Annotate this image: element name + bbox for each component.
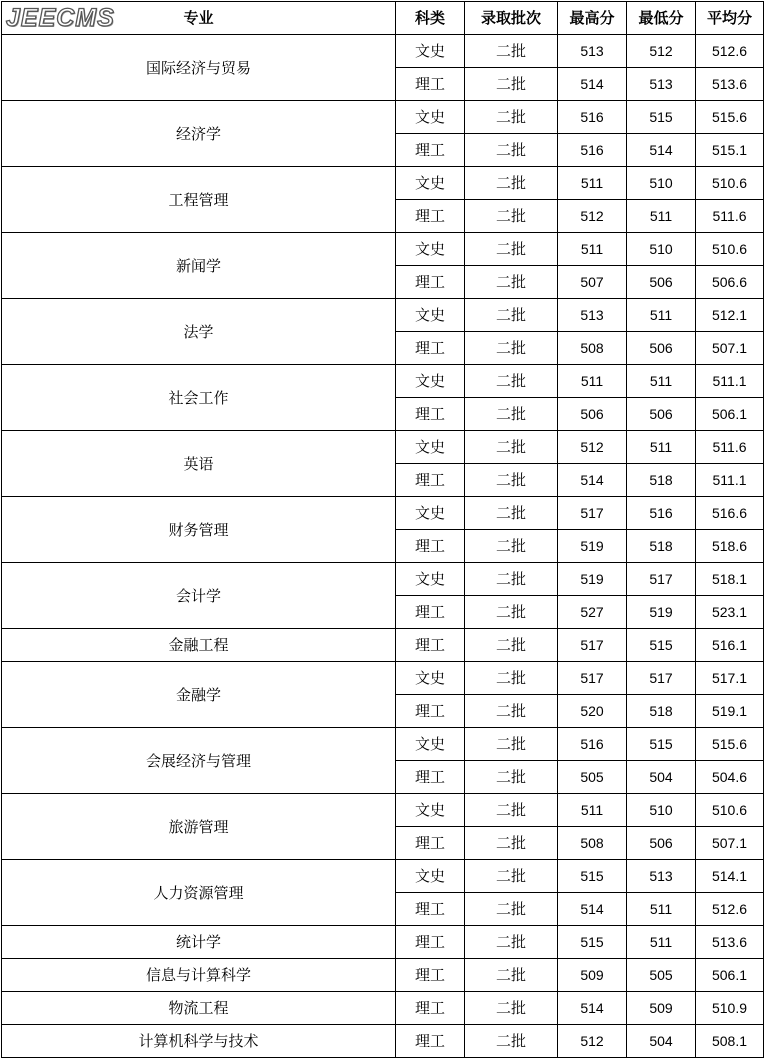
jeecms-logo: JEECMS bbox=[6, 4, 115, 32]
major-name: 英语 bbox=[2, 431, 396, 497]
avg-score-cell: 513.6 bbox=[696, 926, 764, 959]
subject-cell: 文史 bbox=[396, 860, 465, 893]
max-score-cell: 514 bbox=[558, 893, 627, 926]
table-row bbox=[2, 563, 764, 596]
subject-cell: 理工 bbox=[396, 530, 465, 563]
max-score-cell: 519 bbox=[558, 530, 627, 563]
avg-score-cell: 511.6 bbox=[696, 200, 764, 233]
batch-cell: 二批 bbox=[465, 68, 558, 101]
max-score-cell: 511 bbox=[558, 794, 627, 827]
subject-cell: 理工 bbox=[396, 398, 465, 431]
table-row bbox=[2, 299, 764, 332]
min-score-cell: 516 bbox=[627, 497, 696, 530]
avg-score-cell: 515.6 bbox=[696, 101, 764, 134]
max-score-cell: 519 bbox=[558, 563, 627, 596]
major-name: 金融工程 bbox=[2, 629, 396, 662]
batch-cell: 二批 bbox=[465, 596, 558, 629]
subject-cell: 理工 bbox=[396, 1025, 465, 1058]
max-score-cell: 508 bbox=[558, 827, 627, 860]
subject-cell: 文史 bbox=[396, 299, 465, 332]
max-score-cell: 507 bbox=[558, 266, 627, 299]
batch-cell: 二批 bbox=[465, 629, 558, 662]
subject-cell: 理工 bbox=[396, 332, 465, 365]
max-score-cell: 527 bbox=[558, 596, 627, 629]
min-score-cell: 506 bbox=[627, 332, 696, 365]
header-major-label: 专业 bbox=[183, 9, 214, 27]
subject-cell: 文史 bbox=[396, 233, 465, 266]
max-score-cell: 514 bbox=[558, 68, 627, 101]
batch-cell: 二批 bbox=[465, 365, 558, 398]
min-score-cell: 517 bbox=[627, 662, 696, 695]
subject-cell: 理工 bbox=[396, 695, 465, 728]
batch-cell: 二批 bbox=[465, 332, 558, 365]
subject-cell: 理工 bbox=[396, 893, 465, 926]
table-row bbox=[2, 794, 764, 827]
subject-cell: 理工 bbox=[396, 761, 465, 794]
major-name: 经济学 bbox=[2, 101, 396, 167]
max-score-cell: 516 bbox=[558, 134, 627, 167]
table-row bbox=[2, 431, 764, 464]
subject-cell: 理工 bbox=[396, 992, 465, 1025]
min-score-cell: 514 bbox=[627, 134, 696, 167]
batch-cell: 二批 bbox=[465, 299, 558, 332]
avg-score-cell: 517.1 bbox=[696, 662, 764, 695]
batch-cell: 二批 bbox=[465, 695, 558, 728]
avg-score-cell: 510.6 bbox=[696, 167, 764, 200]
max-score-cell: 512 bbox=[558, 431, 627, 464]
avg-score-cell: 511.6 bbox=[696, 431, 764, 464]
min-score-cell: 518 bbox=[627, 530, 696, 563]
batch-cell: 二批 bbox=[465, 794, 558, 827]
min-score-cell: 510 bbox=[627, 233, 696, 266]
batch-cell: 二批 bbox=[465, 926, 558, 959]
avg-score-cell: 506.6 bbox=[696, 266, 764, 299]
batch-cell: 二批 bbox=[465, 134, 558, 167]
table-row bbox=[2, 728, 764, 761]
batch-cell: 二批 bbox=[465, 464, 558, 497]
max-score-cell: 508 bbox=[558, 332, 627, 365]
major-name: 物流工程 bbox=[2, 992, 396, 1025]
min-score-cell: 518 bbox=[627, 464, 696, 497]
max-score-cell: 515 bbox=[558, 860, 627, 893]
subject-cell: 文史 bbox=[396, 728, 465, 761]
batch-cell: 二批 bbox=[465, 992, 558, 1025]
batch-cell: 二批 bbox=[465, 101, 558, 134]
min-score-cell: 510 bbox=[627, 167, 696, 200]
subject-cell: 理工 bbox=[396, 926, 465, 959]
avg-score-cell: 512.6 bbox=[696, 35, 764, 68]
header-row bbox=[2, 2, 764, 35]
header-avg-score: 平均分 bbox=[696, 2, 764, 35]
major-name: 国际经济与贸易 bbox=[2, 35, 396, 101]
avg-score-cell: 510.9 bbox=[696, 992, 764, 1025]
avg-score-cell: 514.1 bbox=[696, 860, 764, 893]
subject-cell: 文史 bbox=[396, 101, 465, 134]
table-row bbox=[2, 497, 764, 530]
major-name: 法学 bbox=[2, 299, 396, 365]
table-row bbox=[2, 35, 764, 68]
header-major bbox=[2, 2, 396, 35]
batch-cell: 二批 bbox=[465, 959, 558, 992]
min-score-cell: 515 bbox=[627, 629, 696, 662]
batch-cell: 二批 bbox=[465, 662, 558, 695]
batch-cell: 二批 bbox=[465, 860, 558, 893]
avg-score-cell: 523.1 bbox=[696, 596, 764, 629]
table-row bbox=[2, 101, 764, 134]
major-name: 人力资源管理 bbox=[2, 860, 396, 926]
min-score-cell: 505 bbox=[627, 959, 696, 992]
table-row bbox=[2, 629, 764, 662]
max-score-cell: 515 bbox=[558, 926, 627, 959]
min-score-cell: 511 bbox=[627, 365, 696, 398]
major-name: 计算机科学与技术 bbox=[2, 1025, 396, 1058]
avg-score-cell: 513.6 bbox=[696, 68, 764, 101]
max-score-cell: 513 bbox=[558, 299, 627, 332]
subject-cell: 理工 bbox=[396, 134, 465, 167]
avg-score-cell: 507.1 bbox=[696, 827, 764, 860]
avg-score-cell: 516.6 bbox=[696, 497, 764, 530]
min-score-cell: 515 bbox=[627, 101, 696, 134]
header-min-score: 最低分 bbox=[627, 2, 696, 35]
table-body bbox=[2, 35, 764, 1058]
min-score-cell: 511 bbox=[627, 926, 696, 959]
batch-cell: 二批 bbox=[465, 233, 558, 266]
major-name: 旅游管理 bbox=[2, 794, 396, 860]
min-score-cell: 511 bbox=[627, 431, 696, 464]
subject-cell: 理工 bbox=[396, 200, 465, 233]
min-score-cell: 504 bbox=[627, 761, 696, 794]
major-name: 新闻学 bbox=[2, 233, 396, 299]
subject-cell: 文史 bbox=[396, 497, 465, 530]
max-score-cell: 516 bbox=[558, 728, 627, 761]
max-score-cell: 509 bbox=[558, 959, 627, 992]
subject-cell: 理工 bbox=[396, 827, 465, 860]
max-score-cell: 511 bbox=[558, 365, 627, 398]
max-score-cell: 511 bbox=[558, 167, 627, 200]
avg-score-cell: 504.6 bbox=[696, 761, 764, 794]
major-name: 财务管理 bbox=[2, 497, 396, 563]
avg-score-cell: 506.1 bbox=[696, 959, 764, 992]
table-row bbox=[2, 365, 764, 398]
min-score-cell: 506 bbox=[627, 827, 696, 860]
max-score-cell: 517 bbox=[558, 629, 627, 662]
min-score-cell: 513 bbox=[627, 68, 696, 101]
min-score-cell: 510 bbox=[627, 794, 696, 827]
min-score-cell: 511 bbox=[627, 299, 696, 332]
avg-score-cell: 511.1 bbox=[696, 464, 764, 497]
major-name: 工程管理 bbox=[2, 167, 396, 233]
subject-cell: 理工 bbox=[396, 266, 465, 299]
batch-cell: 二批 bbox=[465, 893, 558, 926]
max-score-cell: 517 bbox=[558, 662, 627, 695]
max-score-cell: 506 bbox=[558, 398, 627, 431]
header-max-score: 最高分 bbox=[558, 2, 627, 35]
avg-score-cell: 519.1 bbox=[696, 695, 764, 728]
avg-score-cell: 512.1 bbox=[696, 299, 764, 332]
avg-score-cell: 506.1 bbox=[696, 398, 764, 431]
table-row bbox=[2, 860, 764, 893]
batch-cell: 二批 bbox=[465, 398, 558, 431]
subject-cell: 理工 bbox=[396, 959, 465, 992]
avg-score-cell: 511.1 bbox=[696, 365, 764, 398]
min-score-cell: 506 bbox=[627, 398, 696, 431]
max-score-cell: 517 bbox=[558, 497, 627, 530]
major-name: 金融学 bbox=[2, 662, 396, 728]
min-score-cell: 509 bbox=[627, 992, 696, 1025]
min-score-cell: 515 bbox=[627, 728, 696, 761]
admission-scores-table bbox=[1, 1, 764, 1058]
avg-score-cell: 516.1 bbox=[696, 629, 764, 662]
max-score-cell: 505 bbox=[558, 761, 627, 794]
subject-cell: 文史 bbox=[396, 35, 465, 68]
min-score-cell: 504 bbox=[627, 1025, 696, 1058]
max-score-cell: 516 bbox=[558, 101, 627, 134]
subject-cell: 文史 bbox=[396, 431, 465, 464]
batch-cell: 二批 bbox=[465, 167, 558, 200]
min-score-cell: 506 bbox=[627, 266, 696, 299]
max-score-cell: 514 bbox=[558, 992, 627, 1025]
avg-score-cell: 518.6 bbox=[696, 530, 764, 563]
batch-cell: 二批 bbox=[465, 266, 558, 299]
major-name: 信息与计算科学 bbox=[2, 959, 396, 992]
max-score-cell: 513 bbox=[558, 35, 627, 68]
major-name: 统计学 bbox=[2, 926, 396, 959]
subject-cell: 文史 bbox=[396, 662, 465, 695]
subject-cell: 理工 bbox=[396, 629, 465, 662]
avg-score-cell: 512.6 bbox=[696, 893, 764, 926]
avg-score-cell: 515.1 bbox=[696, 134, 764, 167]
avg-score-cell: 510.6 bbox=[696, 233, 764, 266]
batch-cell: 二批 bbox=[465, 827, 558, 860]
avg-score-cell: 507.1 bbox=[696, 332, 764, 365]
batch-cell: 二批 bbox=[465, 1025, 558, 1058]
header-subject: 科类 bbox=[396, 2, 465, 35]
min-score-cell: 517 bbox=[627, 563, 696, 596]
max-score-cell: 514 bbox=[558, 464, 627, 497]
min-score-cell: 519 bbox=[627, 596, 696, 629]
batch-cell: 二批 bbox=[465, 431, 558, 464]
batch-cell: 二批 bbox=[465, 35, 558, 68]
avg-score-cell: 515.6 bbox=[696, 728, 764, 761]
subject-cell: 文史 bbox=[396, 563, 465, 596]
max-score-cell: 520 bbox=[558, 695, 627, 728]
table-row bbox=[2, 959, 764, 992]
table-row bbox=[2, 233, 764, 266]
batch-cell: 二批 bbox=[465, 728, 558, 761]
avg-score-cell: 518.1 bbox=[696, 563, 764, 596]
max-score-cell: 512 bbox=[558, 1025, 627, 1058]
major-name: 会展经济与管理 bbox=[2, 728, 396, 794]
avg-score-cell: 508.1 bbox=[696, 1025, 764, 1058]
batch-cell: 二批 bbox=[465, 497, 558, 530]
major-name: 会计学 bbox=[2, 563, 396, 629]
min-score-cell: 512 bbox=[627, 35, 696, 68]
min-score-cell: 513 bbox=[627, 860, 696, 893]
subject-cell: 文史 bbox=[396, 794, 465, 827]
min-score-cell: 511 bbox=[627, 893, 696, 926]
min-score-cell: 518 bbox=[627, 695, 696, 728]
table-row bbox=[2, 1025, 764, 1058]
table-row bbox=[2, 167, 764, 200]
max-score-cell: 512 bbox=[558, 200, 627, 233]
subject-cell: 文史 bbox=[396, 365, 465, 398]
table-row bbox=[2, 662, 764, 695]
subject-cell: 理工 bbox=[396, 68, 465, 101]
major-name: 社会工作 bbox=[2, 365, 396, 431]
min-score-cell: 511 bbox=[627, 200, 696, 233]
avg-score-cell: 510.6 bbox=[696, 794, 764, 827]
table-row bbox=[2, 926, 764, 959]
batch-cell: 二批 bbox=[465, 200, 558, 233]
batch-cell: 二批 bbox=[465, 530, 558, 563]
subject-cell: 理工 bbox=[396, 464, 465, 497]
batch-cell: 二批 bbox=[465, 761, 558, 794]
max-score-cell: 511 bbox=[558, 233, 627, 266]
subject-cell: 文史 bbox=[396, 167, 465, 200]
header-batch: 录取批次 bbox=[465, 2, 558, 35]
subject-cell: 理工 bbox=[396, 596, 465, 629]
table-row bbox=[2, 992, 764, 1025]
batch-cell: 二批 bbox=[465, 563, 558, 596]
